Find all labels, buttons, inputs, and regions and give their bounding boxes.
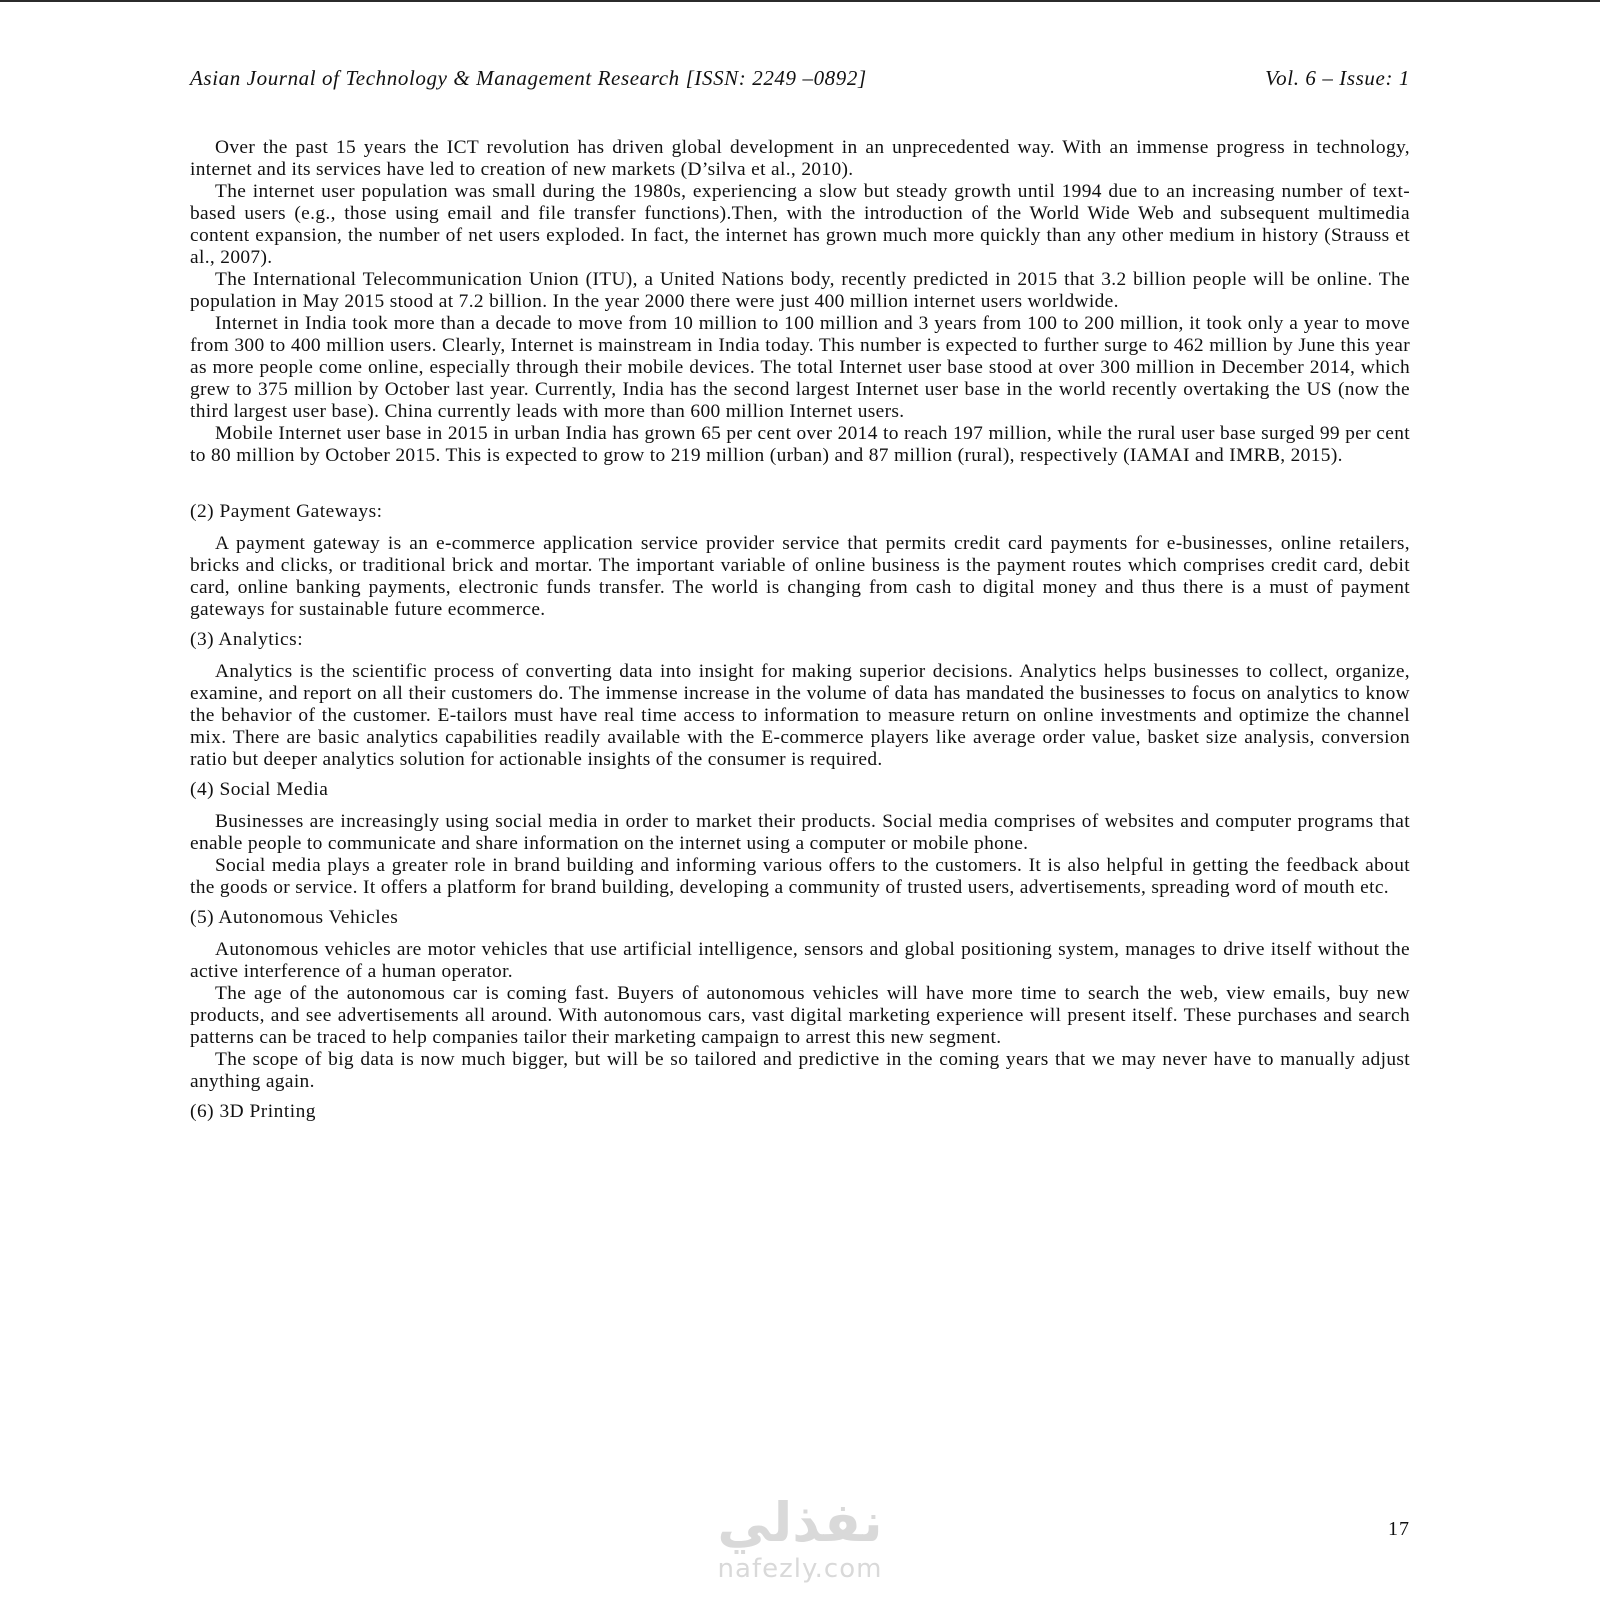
section-heading: (5) Autonomous Vehicles [190,907,399,928]
section-heading: (3) Analytics: [190,629,304,650]
volume-issue: Vol. 6 – Issue: 1 [1265,66,1410,90]
paragraph: Mobile Internet user base in 2015 in urban India has grown 65 per cent over 2014 to reach 197 million, while the rural user base surged 99 per cent to 80 million by October 2015. This is expected to grow to 219 million (urban) and 87 million (rural), respectively (IAMAI and IMRB, 2015). [190,423,1410,466]
journal-title: Asian Journal of Technology & Management Research [ISSN: 2249 –0892] [190,66,867,90]
section-payment-gateways [190,501,1410,621]
intro-section [190,137,1410,467]
section-analytics [190,629,1410,771]
article-body [190,137,1410,1133]
paragraph: Social media plays a greater role in brand building and informing various offers to the customers. It is also helpful in getting the feedback about the goods or service. It offers a platform for brand building, developing a community of trusted users, advertisements, spreading word of mouth etc. [190,855,1410,898]
section-heading: (6) 3D Printing [190,1101,316,1122]
paragraph: The scope of big data is now much bigger, but will be so tailored and predictive in the coming years that we may never have to manually adjust anything again. [190,1049,1410,1092]
paragraph: Businesses are increasingly using social media in order to market their products. Social media comprises of websites and computer programs that enable people to communicate and share information on the internet using a computer or mobile phone. [190,811,1410,854]
paragraph: Autonomous vehicles are motor vehicles that use artificial intelligence, sensors and global positioning system, manages to drive itself without the active interference of a human operator. [190,939,1410,982]
section-3d-printing [190,1101,1410,1123]
section-social-media [190,779,1410,899]
paragraph: Analytics is the scientific process of converting data into insight for making superior decisions. Analytics helps businesses to collect, organize, examine, and report on all their customers do. The immense increase in the volume of data has mandated the businesses to focus on analytics to know the behavior of the customer. E-tailors must have real time access to information to measure return on online investments and optimize the channel mix. There are basic analytics capabilities readily available with the E-commerce players like average order value, basket size analysis, conversion ratio but deeper analytics solution for actionable insights of the consumer is required. [190,661,1410,770]
section-heading: (2) Payment Gateways: [190,501,383,522]
paragraph: The age of the autonomous car is coming fast. Buyers of autonomous vehicles will have more time to search the web, view emails, buy new products, and see advertisements all around. With autonomous cars, vast digital marketing experience will present itself. These purchases and search patterns can be traced to help companies tailor their marketing campaign to arrest this new segment. [190,983,1410,1048]
paragraph: The internet user population was small during the 1980s, experiencing a slow but steady growth until 1994 due to an increasing number of text-based users (e.g., those using email and file transfer functions).Then, with the introduction of the World Wide Web and subsequent multimedia content expansion, the number of net users exploded. In fact, the internet has grown much more quickly than any other medium in history (Strauss et al., 2007). [190,181,1410,268]
watermark-arabic-text: نفذلي [717,1491,883,1554]
page-number: 17 [1388,1518,1410,1540]
paragraph: Over the past 15 years the ICT revolution has driven global development in an unprecedented way. With an immense progress in technology, internet and its services have led to creation of new markets (D’silva et al., 2010). [190,137,1410,180]
top-border-rule [0,0,1600,2]
paragraph: The International Telecommunication Union (ITU), a United Nations body, recently predicted in 2015 that 3.2 billion people will be online. The population in May 2015 stood at 7.2 billion. In the year 2000 there were just 400 million internet users worldwide. [190,269,1410,312]
paragraph: Internet in India took more than a decade to move from 10 million to 100 million and 3 years from 100 to 200 million, it took only a year to move from 300 to 400 million users. Clearly, Internet is mainstream in India today. This number is expected to further surge to 462 million by June this year as more people come online, especially through their mobile devices. The total Internet user base stood at over 300 million in December 2014, which grew to 375 million by October last year. Currently, India has the second largest Internet user base in the world recently overtaking the US (now the third largest user base). China currently leads with more than 600 million Internet users. [190,313,1410,422]
section-autonomous-vehicles [190,907,1410,1093]
section-heading: (4) Social Media [190,779,329,800]
paragraph: A payment gateway is an e-commerce application service provider service that permits credit card payments for e-businesses, online retailers, bricks and clicks, or traditional brick and mortar. The important variable of online business is the payment routes which comprises credit card, debit card, online banking payments, electronic funds transfer. The world is changing from cash to digital money and thus there is a must of payment gateways for sustainable future ecommerce. [190,533,1410,620]
watermark-logo [700,1492,900,1600]
running-header [190,66,1410,96]
watermark-url: nafezly.com [717,1554,883,1584]
